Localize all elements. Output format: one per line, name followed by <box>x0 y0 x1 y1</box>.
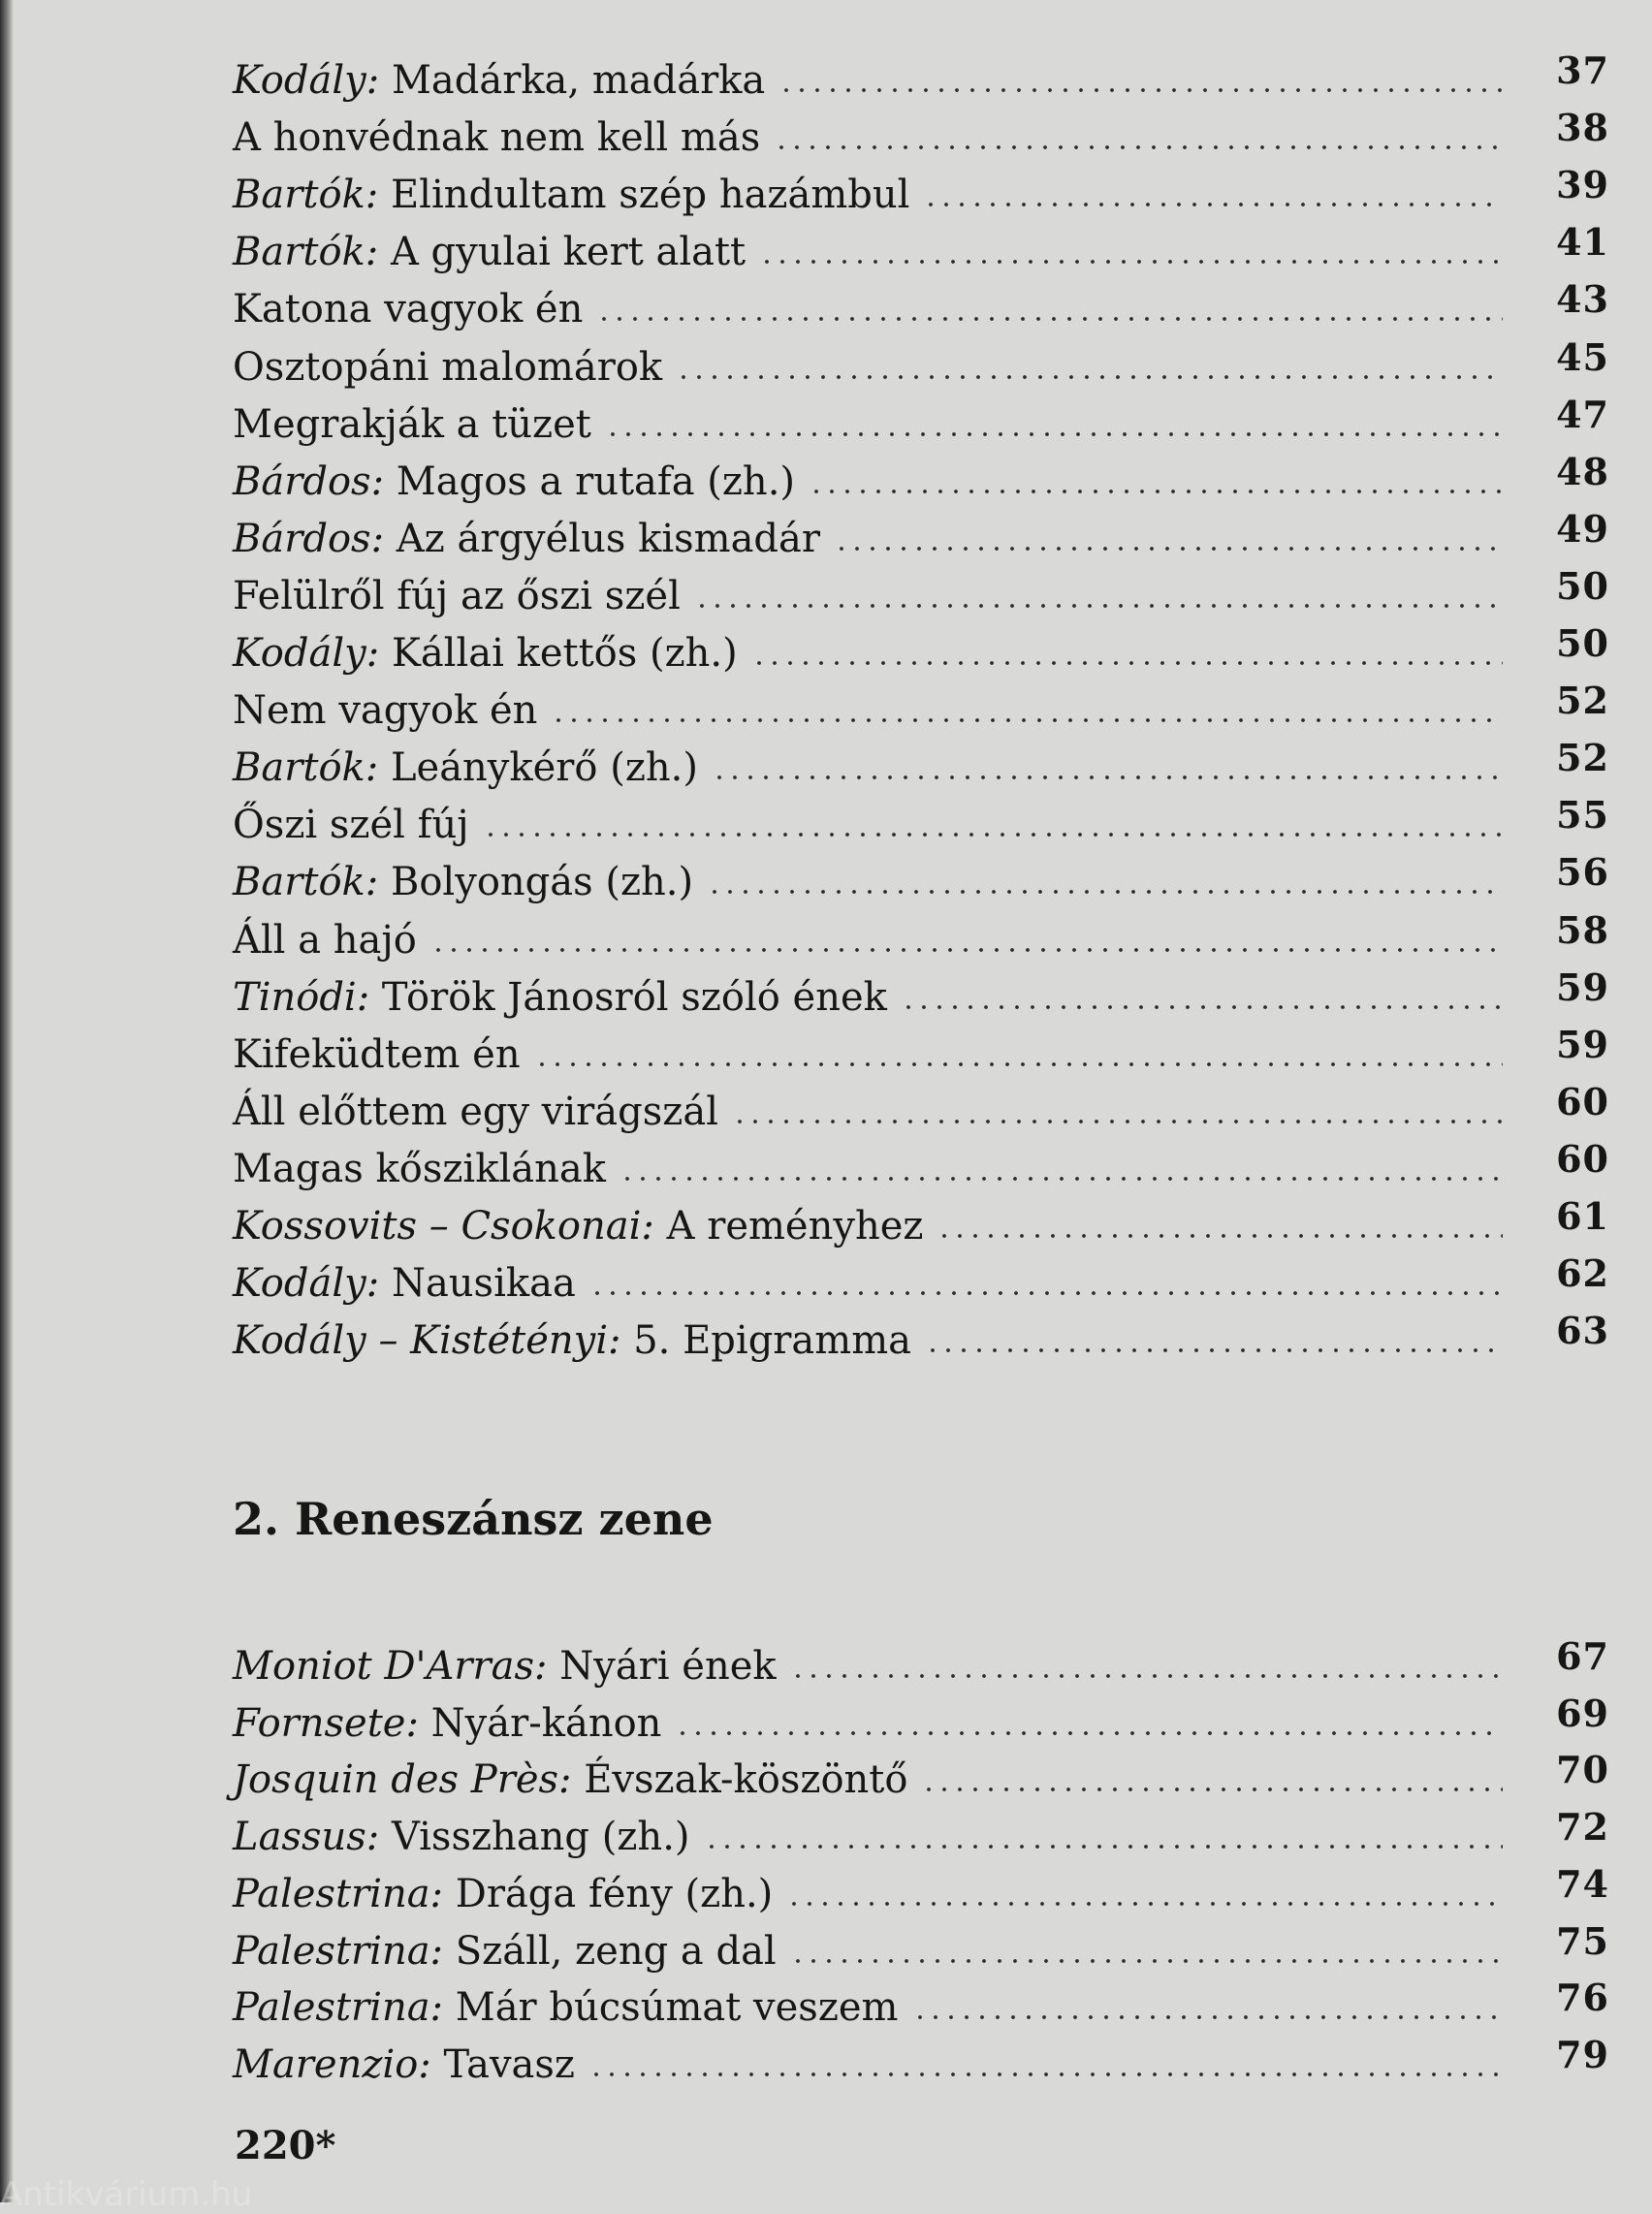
dot-leader <box>774 113 1503 162</box>
toc-entry-title: Leánykérő (zh.) <box>390 745 698 791</box>
toc-entry-page: 70 <box>1556 1748 1609 1792</box>
toc-entry-page: 52 <box>1556 679 1609 723</box>
dot-leader <box>925 1316 1503 1365</box>
toc-entry-page: 45 <box>1556 334 1609 379</box>
toc-entry-text <box>233 285 583 333</box>
page-number: 220* <box>235 2123 336 2168</box>
toc-entry-title: Évszak-köszöntő <box>584 1757 908 1803</box>
toc-entry-page: 72 <box>1556 1805 1609 1850</box>
toc-entry <box>233 1309 1609 1365</box>
toc-entry-title: Osztopáni malomárok <box>233 344 663 390</box>
toc-entry-text <box>233 1927 777 1976</box>
dot-leader <box>483 801 1503 849</box>
toc-entry-title: Kállai kettős (zh.) <box>391 631 738 676</box>
dot-leader <box>676 343 1503 392</box>
toc-entry-composer: Kodály: <box>233 1261 380 1307</box>
toc-entry-title: Nausikaa <box>391 1261 576 1307</box>
toc-entry <box>233 392 1609 449</box>
toc-entry <box>233 679 1609 735</box>
toc-entry-page: 61 <box>1556 1194 1609 1238</box>
toc-entry-title: A gyulai kert alatt <box>390 230 747 275</box>
toc-entry-page: 47 <box>1556 392 1609 436</box>
toc-entry-text <box>233 1755 907 1804</box>
toc-entry <box>233 1634 1609 1691</box>
toc-entry-page: 75 <box>1556 1918 1609 1963</box>
dot-leader <box>589 1259 1503 1308</box>
toc-entry-text <box>233 171 909 219</box>
toc-entry <box>233 163 1609 219</box>
toc-entry-page: 59 <box>1556 965 1609 1009</box>
toc-entry-title: Őszi szél fúj <box>233 803 469 848</box>
watermark: Antikvárium.hu <box>0 2175 253 2214</box>
toc-entry-text <box>233 801 469 849</box>
toc-entry <box>233 48 1609 105</box>
toc-entry <box>233 965 1609 1022</box>
toc-entry-text <box>233 572 681 620</box>
dot-leader <box>704 1813 1503 1861</box>
toc-entry-page: 50 <box>1556 621 1609 665</box>
toc-entry-page: 79 <box>1556 2032 1609 2076</box>
toc-entry-title: Áll előttem egy virágszál <box>233 1089 718 1134</box>
toc-entry-page: 60 <box>1556 1079 1609 1123</box>
toc-entry-text <box>233 686 537 735</box>
toc-entry-composer: Palestrina: <box>233 1928 444 1974</box>
dot-leader <box>534 1030 1503 1079</box>
toc-entry-page: 41 <box>1556 220 1609 265</box>
toc-entry <box>233 449 1609 506</box>
dot-leader <box>620 1145 1503 1193</box>
dot-leader <box>834 515 1503 563</box>
toc-entry-composer: Palestrina: <box>233 1985 444 2031</box>
dot-leader <box>759 228 1503 276</box>
toc-entry-text <box>233 1088 718 1136</box>
dot-leader <box>694 572 1503 620</box>
dot-leader <box>732 1088 1503 1136</box>
toc-entry-title: Kifeküdtem én <box>233 1031 521 1077</box>
dot-leader <box>923 171 1503 219</box>
toc-entry-title: Török Jánosról szóló ének <box>381 974 887 1020</box>
toc-entry-text <box>233 400 591 449</box>
toc-entry-page: 62 <box>1556 1251 1609 1296</box>
toc-entry-title: Madárka, madárka <box>391 58 766 103</box>
toc-entry <box>233 793 1609 849</box>
dot-leader <box>605 400 1503 449</box>
toc-entry-composer: Bartók: <box>233 860 379 905</box>
dot-leader <box>786 1870 1503 1918</box>
toc-entry <box>233 850 1609 906</box>
toc-entry-text <box>233 743 698 792</box>
page-edge-shadow <box>0 0 14 2202</box>
dot-leader <box>551 686 1503 735</box>
toc-entry <box>233 621 1609 678</box>
toc-entry <box>233 563 1609 620</box>
toc-entry-composer: Moniot D'Arras: <box>233 1644 548 1689</box>
dot-leader <box>901 973 1503 1022</box>
toc-entry-title: Elindultam szép hazámbul <box>390 173 910 218</box>
toc-entry-composer: Bárdos: <box>233 516 385 561</box>
toc-entry-title: A honvédnak nem kell más <box>233 115 761 161</box>
toc-entry-title: Bolyongás (zh.) <box>390 860 694 905</box>
toc-entry-text <box>233 515 820 563</box>
toc-entry-page: 38 <box>1556 106 1609 150</box>
toc-entry-page: 48 <box>1556 449 1609 493</box>
toc-entry-text <box>233 2040 575 2089</box>
toc-entry-text <box>233 56 765 105</box>
toc-entry-composer: Lassus: <box>233 1815 380 1860</box>
toc-entry-text <box>233 1870 773 1918</box>
toc-entry-text <box>233 228 746 276</box>
toc-entry-text <box>233 113 760 162</box>
toc-entry-page: 52 <box>1556 736 1609 780</box>
toc-entry-page: 55 <box>1556 793 1609 838</box>
toc-entry <box>233 334 1609 392</box>
toc-entry-title: Felülről fúj az őszi szél <box>233 573 681 618</box>
toc-entry-composer: Kodály – Kistétényi: <box>233 1318 621 1364</box>
dot-leader <box>588 2040 1503 2089</box>
toc-entry-composer: Bartók: <box>233 230 379 275</box>
toc-entry <box>233 1805 1609 1861</box>
toc-entry-text <box>233 1030 521 1079</box>
toc-entry-text <box>233 858 693 906</box>
toc-entry-title: Nem vagyok én <box>233 688 538 734</box>
toc-entry <box>233 1918 1609 1976</box>
dot-leader <box>430 916 1503 965</box>
toc-entry-composer: Marenzio: <box>233 2041 431 2087</box>
toc-entry-title: 5. Epigramma <box>633 1318 911 1364</box>
toc-entry-title: Magos a rutafa (zh.) <box>396 459 796 504</box>
toc-entry-text <box>233 1259 576 1308</box>
toc-entry-page: 37 <box>1556 48 1609 92</box>
toc-entry-page: 76 <box>1556 1976 1609 2020</box>
dot-leader <box>712 743 1503 792</box>
toc-entry <box>233 220 1609 276</box>
toc-entry-page: 74 <box>1556 1861 1609 1906</box>
toc-entry-composer: Fornsete: <box>233 1700 419 1746</box>
toc-entry-page: 59 <box>1556 1022 1609 1066</box>
toc-entry-page: 50 <box>1556 563 1609 608</box>
toc-entry-text <box>233 973 887 1022</box>
toc-entry-composer: Bartók: <box>233 173 379 218</box>
toc-entry-page: 69 <box>1556 1691 1609 1735</box>
toc-entry <box>233 907 1609 965</box>
toc-entry-text <box>233 1813 690 1861</box>
toc-entry <box>233 506 1609 563</box>
toc-entry-composer: Bárdos: <box>233 459 385 504</box>
toc-entry <box>233 1022 1609 1079</box>
toc-entry-title: Visszhang (zh.) <box>391 1815 690 1860</box>
toc-entry-text <box>233 1642 777 1691</box>
toc-entry-text <box>233 1983 899 2032</box>
toc-entry-composer: Kodály: <box>233 58 380 103</box>
dot-leader <box>790 1642 1503 1691</box>
dot-leader <box>912 1983 1504 2032</box>
toc-entry <box>233 1079 1609 1136</box>
toc-entry-title: Száll, zeng a dal <box>455 1928 777 1974</box>
toc-entry-text <box>233 1202 923 1250</box>
toc-entry-title: A reményhez <box>666 1204 924 1249</box>
dot-leader <box>809 458 1503 506</box>
toc-entry-text <box>233 458 795 506</box>
toc-entry-composer: Palestrina: <box>233 1871 444 1916</box>
toc-entry <box>233 1251 1609 1308</box>
toc-entry-title: Már búcsúmat veszem <box>455 1985 899 2031</box>
toc-entry <box>233 1748 1609 1804</box>
toc-entry-page: 60 <box>1556 1136 1609 1181</box>
toc-entry-page: 39 <box>1556 163 1609 207</box>
toc-entry <box>233 1194 1609 1250</box>
toc-entry-composer: Josquin des Près: <box>233 1757 572 1803</box>
toc-entry-title: Megrakják a tüzet <box>233 401 591 447</box>
toc-entry-text <box>233 916 417 965</box>
toc-entry-composer: Kossovits – Csokonai: <box>233 1204 654 1249</box>
toc-entry-page: 63 <box>1556 1309 1609 1353</box>
toc-entry <box>233 1136 1609 1193</box>
toc-entry-page: 67 <box>1556 1634 1609 1678</box>
dot-leader <box>596 285 1503 333</box>
toc-entry <box>233 106 1609 162</box>
dot-leader <box>778 56 1503 105</box>
toc-entry-title: Áll a hajó <box>233 917 417 963</box>
toc-entry <box>233 1691 1609 1748</box>
toc-entry-text <box>233 1316 911 1365</box>
toc-entry-composer: Kodály: <box>233 631 380 676</box>
toc-entry-page: 43 <box>1556 277 1609 322</box>
toc-entry-text <box>233 629 738 678</box>
toc-entry-title: Nyár-kánon <box>430 1700 662 1746</box>
toc-entry-page: 49 <box>1556 506 1609 551</box>
section-title: 2. Reneszánsz zene <box>233 1493 714 1545</box>
toc-entry-title: Magas kősziklának <box>233 1146 606 1191</box>
toc-entry-title: Drága fény (zh.) <box>455 1871 774 1916</box>
dot-leader <box>751 629 1503 678</box>
toc-entry-page: 58 <box>1556 907 1609 952</box>
toc-entry-title: Tavasz <box>443 2041 575 2087</box>
toc-entry-title: Katona vagyok én <box>233 287 584 332</box>
toc-entry-title: Nyári ének <box>559 1644 777 1689</box>
dot-leader <box>790 1927 1503 1976</box>
dot-leader <box>921 1755 1503 1804</box>
toc-entry-title: Az árgyélus kismadár <box>396 516 821 561</box>
dot-leader <box>937 1202 1503 1250</box>
toc-entry-composer: Bartók: <box>233 745 379 791</box>
toc-entry <box>233 1976 1609 2032</box>
toc-entry <box>233 1861 1609 1918</box>
toc-entry <box>233 736 1609 792</box>
toc-entry-text <box>233 343 662 392</box>
dot-leader <box>707 858 1503 906</box>
toc-entry <box>233 2032 1609 2089</box>
toc-entry-composer: Tinódi: <box>233 974 370 1020</box>
toc-entry-text <box>233 1145 606 1193</box>
dot-leader <box>675 1699 1503 1748</box>
toc-entry-text <box>233 1699 661 1748</box>
toc-entry <box>233 277 1609 333</box>
toc-entry-page: 56 <box>1556 850 1609 895</box>
